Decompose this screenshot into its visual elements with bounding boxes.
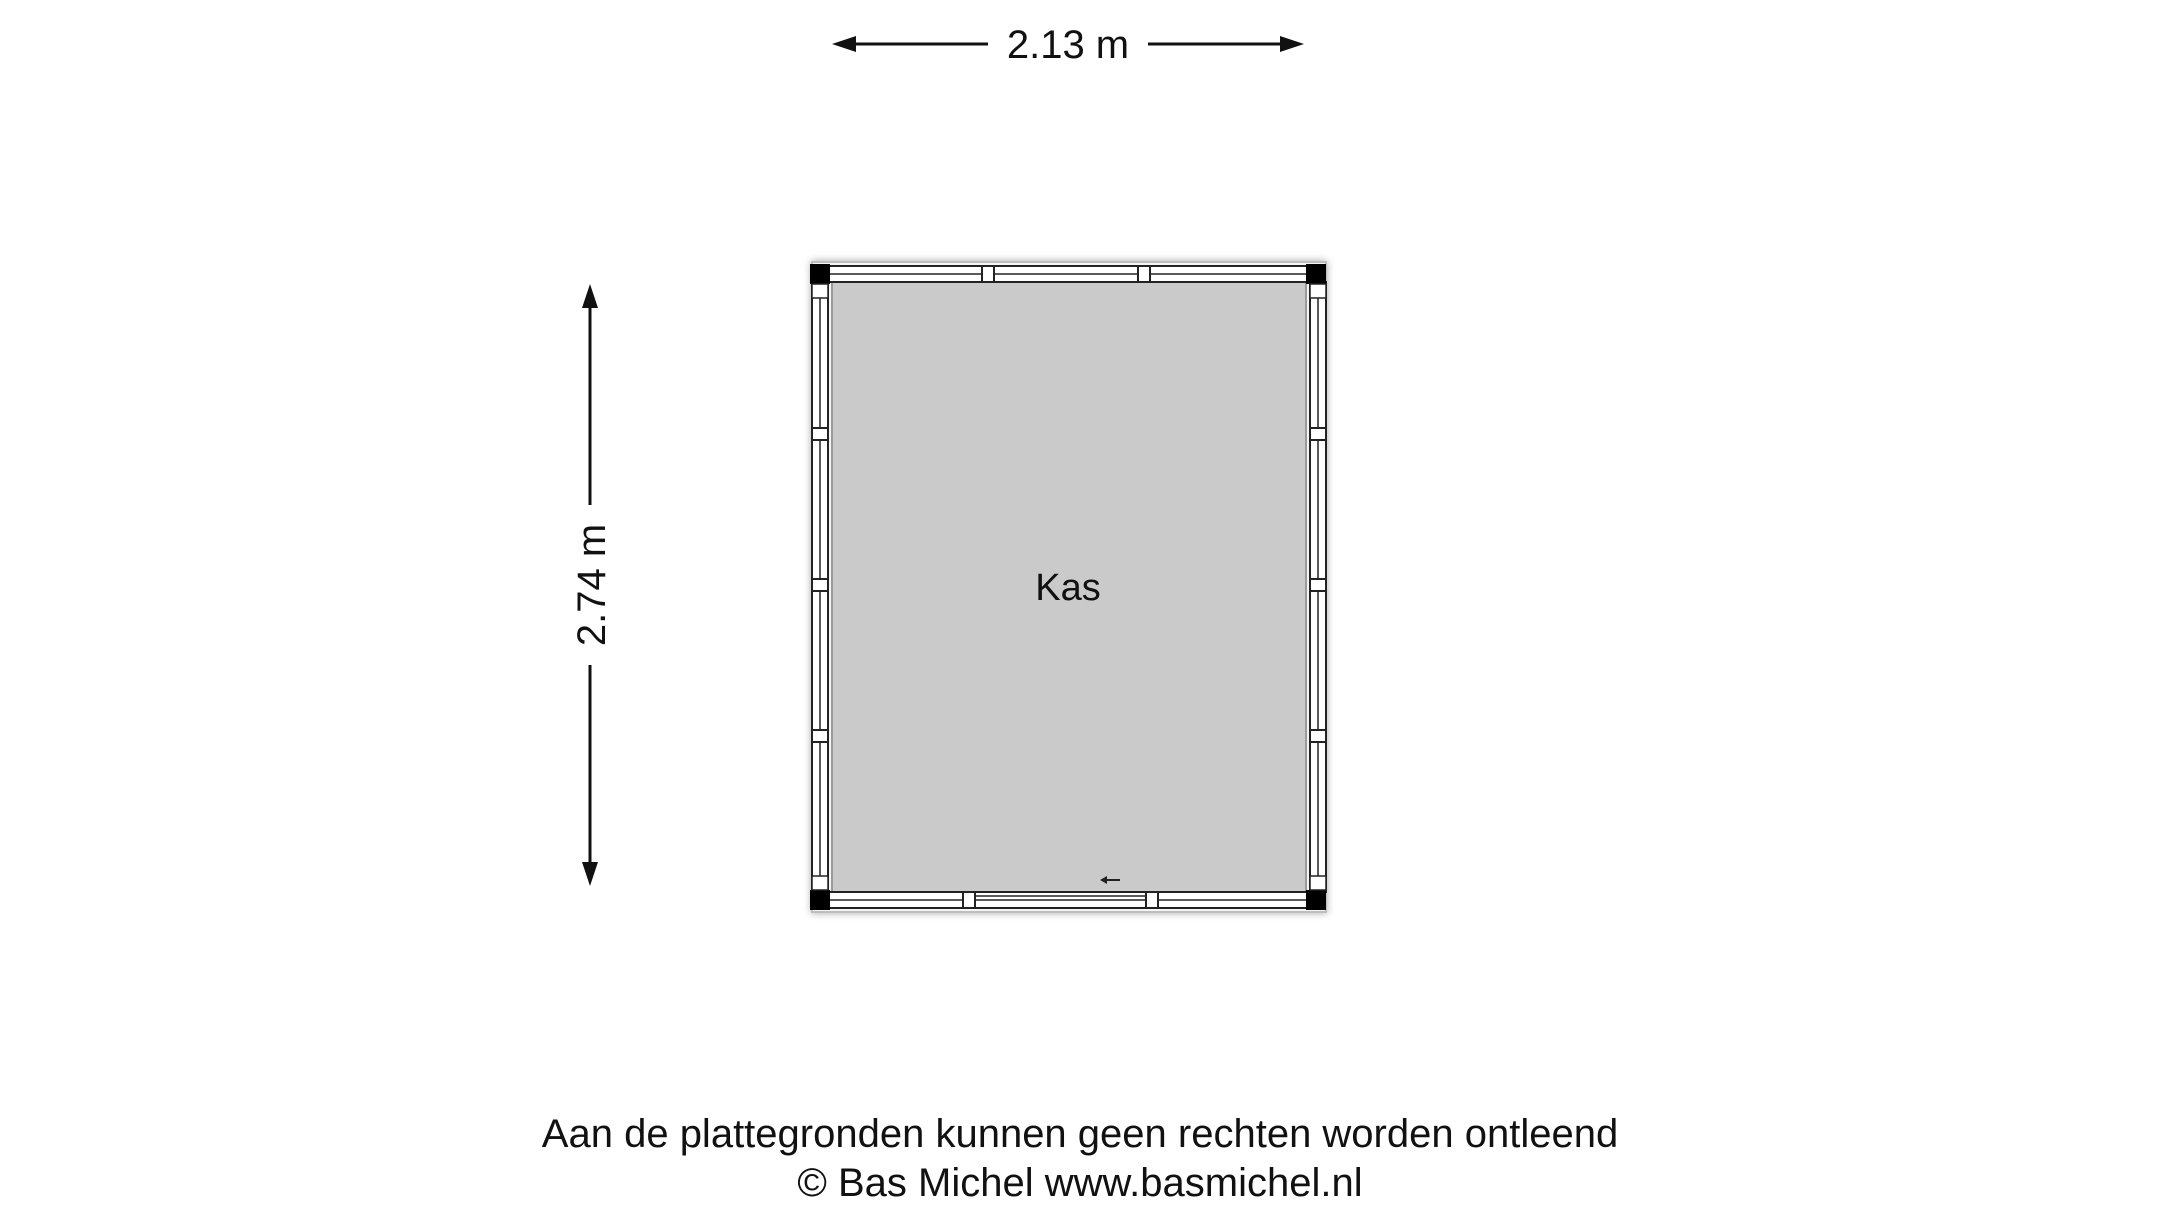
left-wall	[812, 282, 828, 892]
corner-post-bottom-right	[1306, 890, 1326, 910]
corner-block	[812, 284, 828, 298]
room-label: Kas	[1035, 567, 1101, 609]
bottom-wall-mullion	[1146, 892, 1158, 908]
greenhouse-room	[810, 262, 1326, 912]
corner-block	[1310, 876, 1326, 890]
top-wall-mullion	[982, 266, 994, 282]
top-wall-mullion	[1138, 266, 1150, 282]
corner-block	[1310, 284, 1326, 298]
width-arrow-left-icon	[832, 36, 856, 52]
height-arrow-top-icon	[582, 284, 598, 308]
width-arrow-right-icon	[1280, 36, 1304, 52]
bottom-wall-mullion	[963, 892, 975, 908]
height-arrow-bottom-icon	[582, 862, 598, 886]
width-dimension-label: 2.13 m	[1006, 23, 1130, 67]
copyright-text: © Bas Michel www.basmichel.nl	[797, 1161, 1363, 1205]
corner-post-bottom-left	[810, 890, 830, 910]
height-dimension-label: 2.74 m	[570, 523, 614, 647]
left-wall-mullion	[812, 730, 828, 742]
width-dimension	[832, 23, 1304, 67]
right-wall-mullion	[1310, 579, 1326, 591]
disclaimer-text: Aan de plattegronden kunnen geen rechten worden ontleend	[541, 1112, 1619, 1156]
height-dimension	[570, 284, 614, 886]
left-wall-mullion	[812, 579, 828, 591]
corner-block	[812, 876, 828, 890]
corner-post-top-left	[810, 264, 830, 284]
right-wall-mullion	[1310, 730, 1326, 742]
right-wall-mullion	[1310, 428, 1326, 440]
corner-post-top-right	[1306, 264, 1326, 284]
left-wall-mullion	[812, 428, 828, 440]
top-wall	[824, 266, 1314, 282]
right-wall	[1310, 282, 1326, 892]
